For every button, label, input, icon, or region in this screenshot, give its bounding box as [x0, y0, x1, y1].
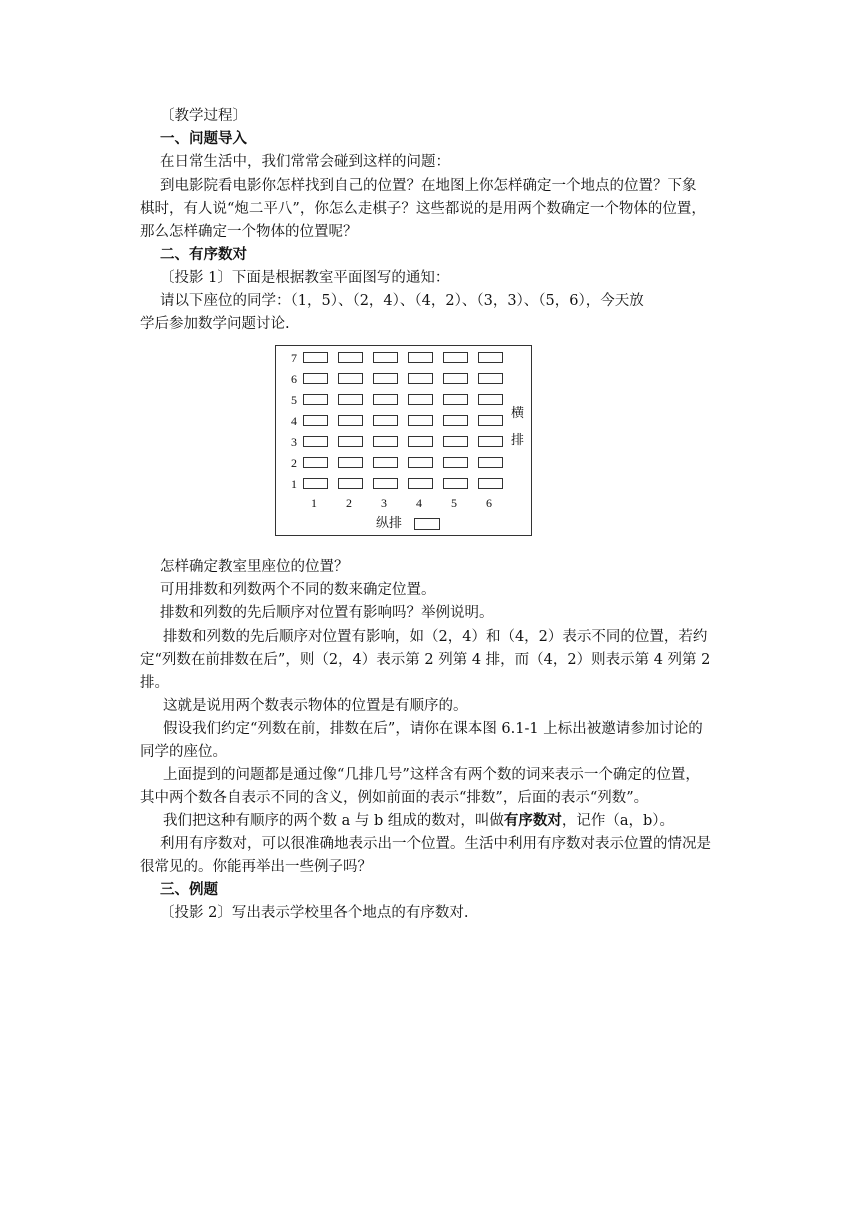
seat — [408, 457, 433, 468]
seat — [443, 457, 468, 468]
paragraph-5-line-2: 定“列数在前排数在后”，则（2，4）表示第 2 列第 4 排，而（4，2）则表示第 4 列第 2 — [140, 652, 711, 668]
seat — [478, 394, 503, 405]
column-label: 6 — [486, 496, 492, 510]
row-label: 6 — [291, 372, 297, 386]
seat — [303, 394, 328, 405]
seat — [303, 478, 328, 489]
seat — [303, 457, 328, 468]
legend-label: 纵排 — [376, 516, 403, 531]
seat — [373, 457, 398, 468]
seat — [408, 436, 433, 447]
column-label: 1 — [311, 496, 317, 510]
row-label: 3 — [291, 435, 297, 449]
row-label: 1 — [291, 477, 297, 491]
paragraph-9-pre: 我们把这种有顺序的两个数 a 与 b 组成的数对，叫做 — [163, 813, 504, 829]
seat — [443, 436, 468, 447]
seat — [443, 478, 468, 489]
seat — [408, 373, 433, 384]
seat — [373, 394, 398, 405]
seat — [443, 352, 468, 363]
legend-seat-box — [414, 518, 440, 530]
seat — [338, 478, 363, 489]
section3-title: 三、例题 — [160, 881, 218, 898]
column-label: 2 — [346, 496, 352, 510]
section1-title: 一、问题导入 — [160, 130, 247, 147]
paragraph-8-line-2: 其中两个数各自表示不同的含义，例如前面的表示“排数”，后面的表示“列数”。 — [140, 790, 649, 806]
paragraph-4-line-1: 请以下座位的同学：（1，5）、（2，4）、（4，2）、（3，3）、（5，6），今天放 — [160, 293, 644, 309]
row-label: 7 — [291, 351, 297, 365]
paragraph-3: 〔投影 1〕下面是根据教室平面图写的通知： — [160, 270, 450, 286]
paragraph-2-line-1: 到电影院看电影你怎样找到自己的位置？在地图上你怎样确定一个地点的位置？下象 — [160, 178, 697, 194]
paragraph-9 — [163, 811, 860, 831]
seat — [338, 415, 363, 426]
seat — [478, 478, 503, 489]
seat — [373, 478, 398, 489]
paragraph-9-post: ，记作（a，b）。 — [561, 813, 675, 829]
paragraph-7-line-2: 同学的座位。 — [140, 744, 227, 760]
side-label-pai: 排 — [511, 433, 525, 448]
seat — [408, 415, 433, 426]
seat — [338, 394, 363, 405]
answer-1: 可用排数和列数两个不同的数来确定位置。 — [160, 582, 436, 598]
question-1: 怎样确定教室里座位的位置？ — [160, 559, 349, 575]
paragraph-10-line-2: 很常见的。你能再举出一些例子吗？ — [140, 859, 372, 875]
seat — [478, 352, 503, 363]
seat — [408, 352, 433, 363]
side-label-heng: 横 — [511, 406, 525, 421]
seat — [478, 436, 503, 447]
column-label: 5 — [451, 496, 457, 510]
question-2: 排数和列数的先后顺序对位置有影响吗？举例说明。 — [160, 605, 494, 621]
seat — [373, 373, 398, 384]
seat — [373, 415, 398, 426]
paragraph-10-line-1: 利用有序数对，可以很准确地表示出一个位置。生活中利用有序数对表示位置的情况是 — [160, 836, 711, 852]
seat — [443, 394, 468, 405]
seat — [408, 478, 433, 489]
paragraph-1: 在日常生活中，我们常常会碰到这样的问题： — [160, 154, 450, 170]
paragraph-8-line-1: 上面提到的问题都是通过像“几排几号”这样含有两个数的词来表示一个确定的位置， — [163, 767, 700, 783]
paragraph-2-line-2: 棋时，有人说“炮二平八”，你怎么走棋子？这些都说的是用两个数确定一个物体的位置， — [140, 201, 706, 217]
seat — [408, 394, 433, 405]
seat — [443, 373, 468, 384]
paragraph-2-line-3: 那么怎样确定一个物体的位置呢？ — [140, 224, 358, 240]
row-label: 4 — [291, 414, 297, 428]
seat — [373, 436, 398, 447]
column-label: 3 — [381, 496, 387, 510]
paragraph-11: 〔投影 2〕写出表示学校里各个地点的有序数对. — [160, 905, 469, 921]
column-label: 4 — [416, 496, 422, 510]
seat — [303, 436, 328, 447]
seat — [303, 415, 328, 426]
seat — [338, 436, 363, 447]
seat — [478, 373, 503, 384]
paragraph-5-line-3: 排。 — [140, 675, 169, 691]
section-header: 〔教学过程〕 — [160, 108, 247, 124]
paragraph-6: 这就是说用两个数表示物体的位置是有顺序的。 — [163, 698, 468, 714]
seat — [303, 373, 328, 384]
seat — [443, 415, 468, 426]
seat — [478, 457, 503, 468]
row-label: 2 — [291, 456, 297, 470]
section2-title: 二、有序数对 — [160, 246, 247, 263]
seat — [338, 457, 363, 468]
seat — [338, 373, 363, 384]
seat — [478, 415, 503, 426]
term-ordered-pair: 有序数对 — [503, 812, 562, 829]
paragraph-7-line-1: 假设我们约定“列数在前，排数在后”，请你在课本图 6.1-1 上标出被邀请参加讨论的 — [163, 721, 703, 737]
paragraph-5-line-1: 排数和列数的先后顺序对位置有影响，如（2，4）和（4，2）表示不同的位置，若约 — [163, 629, 708, 645]
classroom-seating-diagram — [275, 345, 532, 536]
seat — [303, 352, 328, 363]
seat — [338, 352, 363, 363]
seat — [373, 352, 398, 363]
paragraph-4-line-2: 学后参加数学问题讨论. — [140, 316, 290, 332]
row-label: 5 — [291, 393, 297, 407]
